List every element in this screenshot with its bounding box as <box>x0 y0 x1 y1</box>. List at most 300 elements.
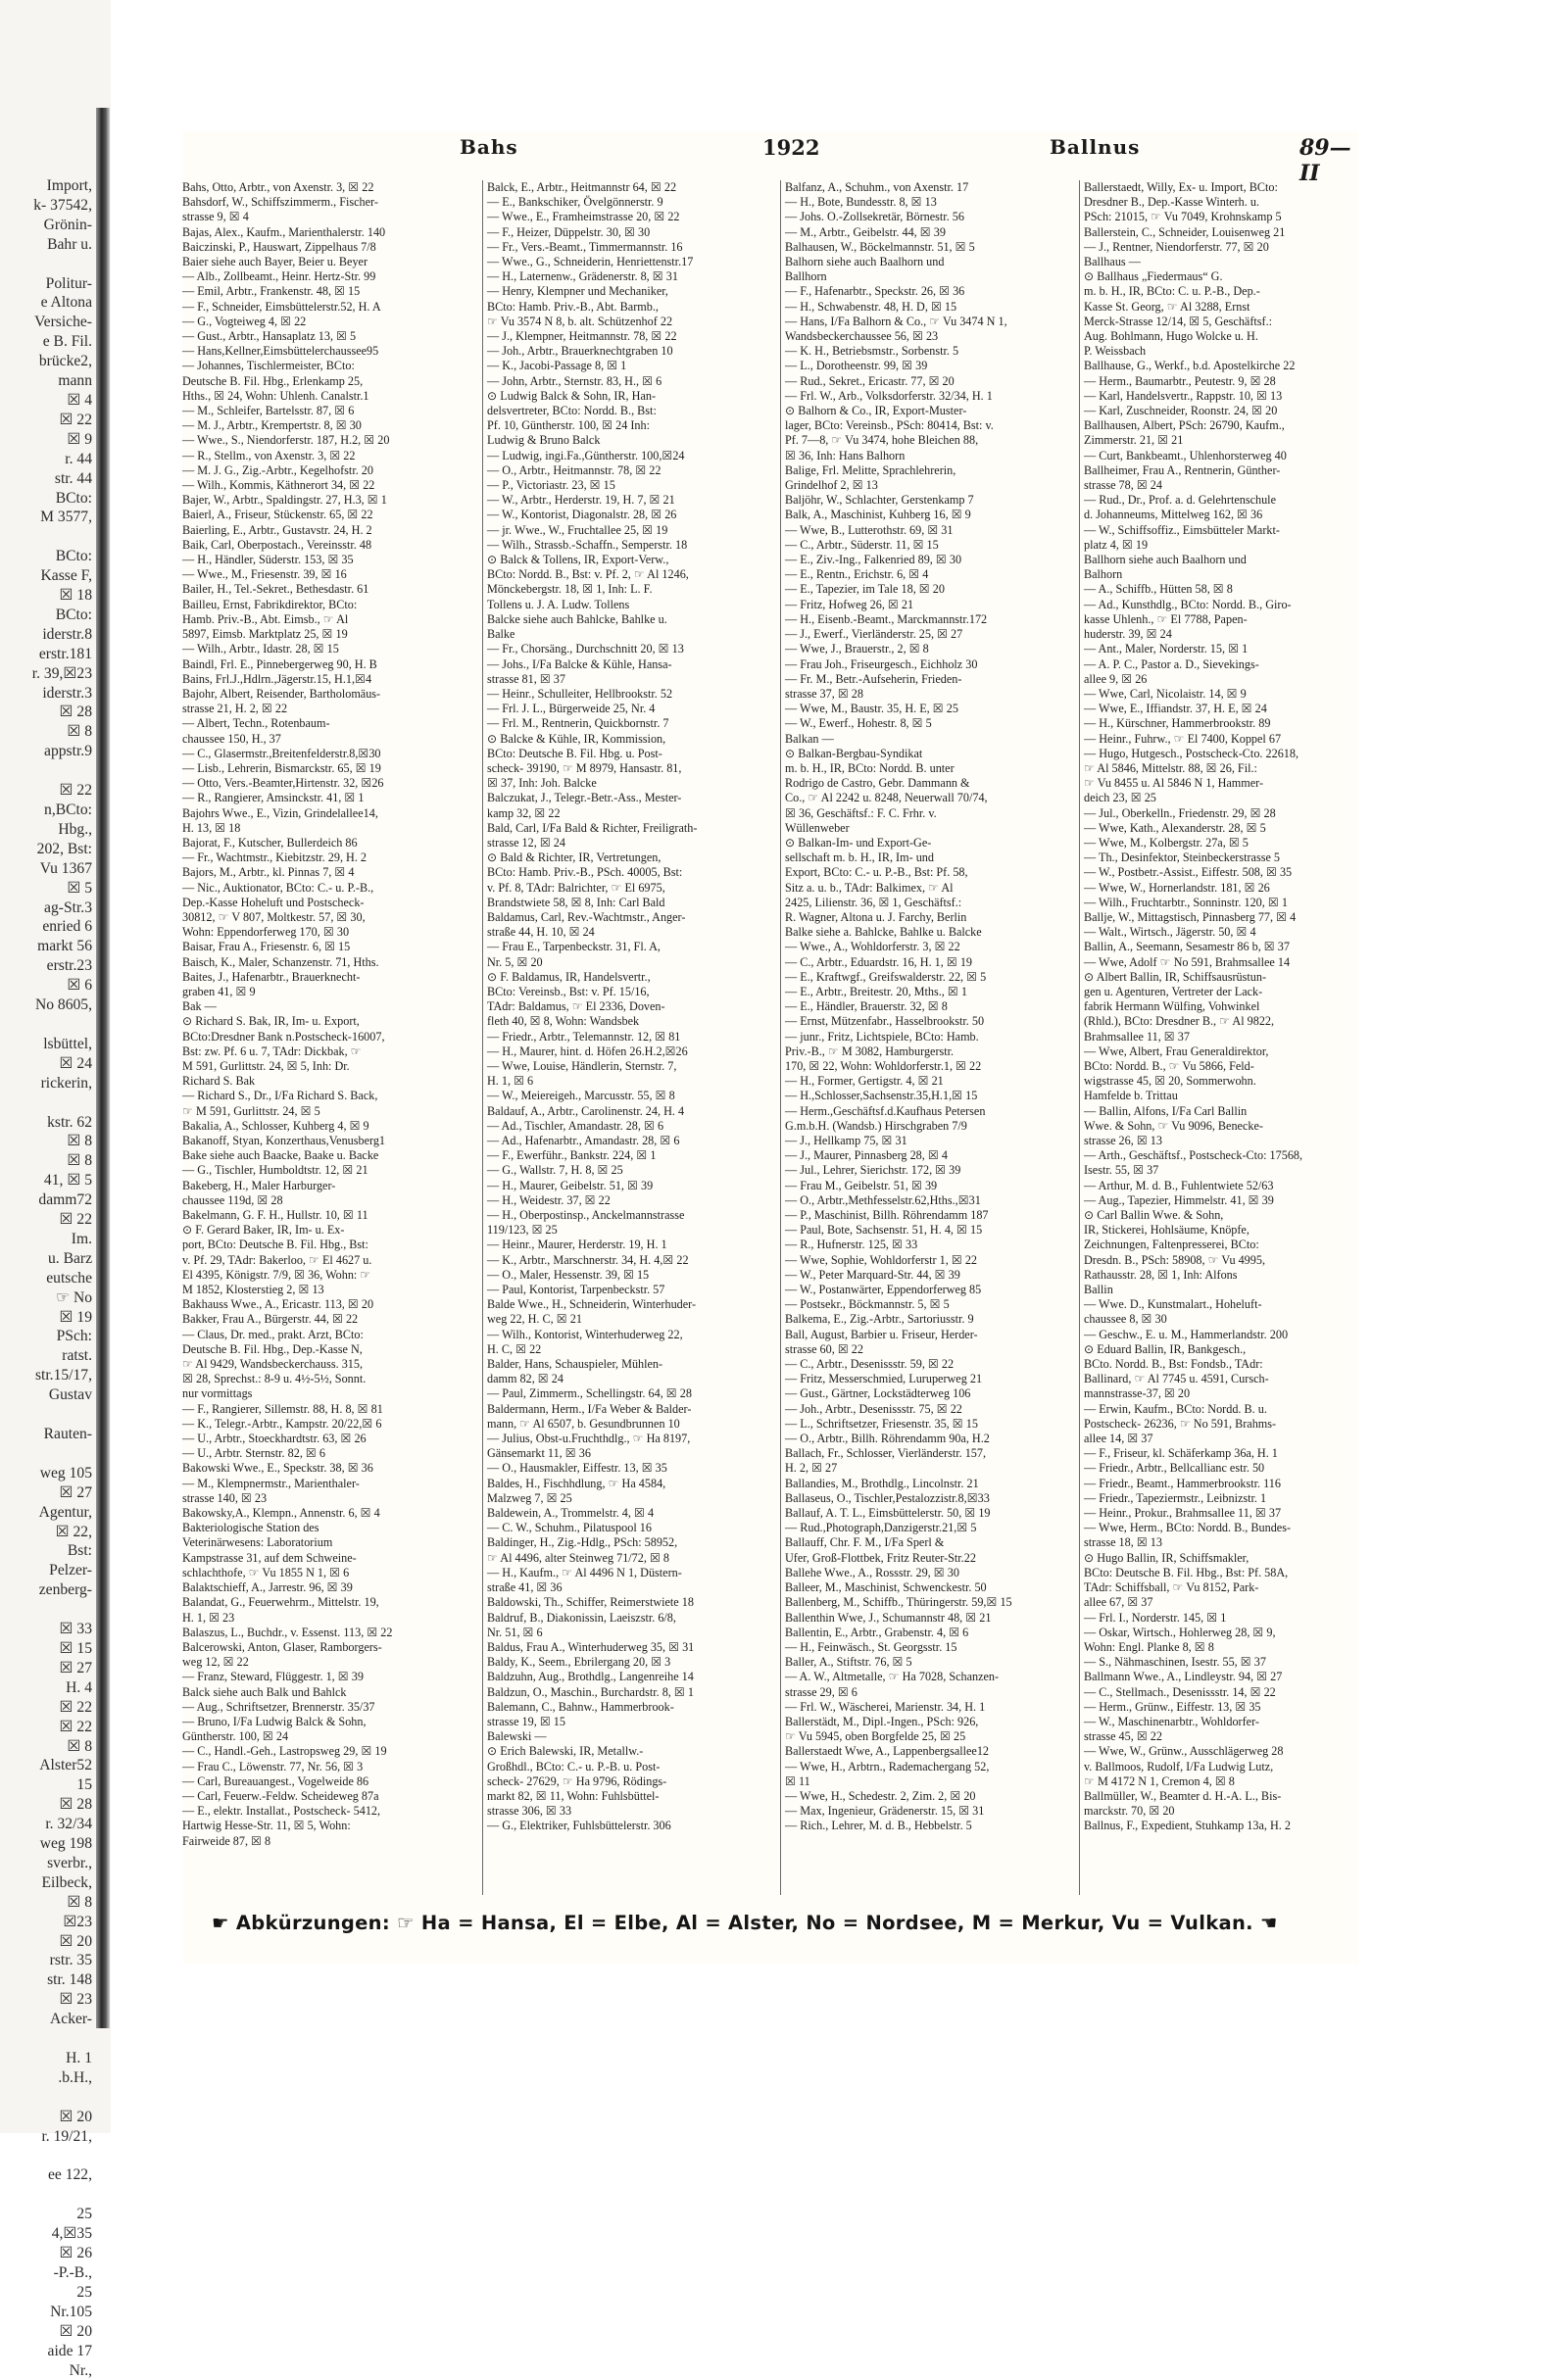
directory-entry-line: — Ad., Kunsthdlg., BCto: Nordd. B., Giro- <box>1084 598 1359 612</box>
directory-entry-line: — J., Hellkamp 75, ☒ 31 <box>785 1134 1073 1148</box>
previous-page-line: .b.H., <box>0 2068 96 2088</box>
directory-entry-line: Ballenberg, M., Schiffb., Thüringerstr. 59,☒ 15 <box>785 1595 1073 1610</box>
previous-page-line <box>0 1444 96 1464</box>
directory-entry-line: — Hugo, Hutgesch., Postscheck-Cto. 22618, <box>1084 747 1359 761</box>
previous-page-line: ag-Str.3 <box>0 899 96 918</box>
previous-page-line <box>0 1093 96 1113</box>
previous-page-line: ☒ 22 <box>0 1718 96 1737</box>
directory-entry-line: — Hans, I/Fa Balhorn & Co., ☞ Vu 3474 N 1, <box>785 315 1073 329</box>
directory-entry-line: Aug. Bohlmann, Hugo Wolcke u. H. <box>1084 329 1359 344</box>
directory-entry-line: allee 14, ☒ 37 <box>1084 1432 1359 1446</box>
directory-entry-line: ⊙ Balcke & Kühle, IR, Kommission, <box>487 732 775 747</box>
directory-entry-line: — O., Hausmakler, Eiffestr. 13, ☒ 35 <box>487 1461 775 1476</box>
directory-entry-line: — Max, Ingenieur, Grädenerstr. 15, ☒ 31 <box>785 1804 1073 1819</box>
directory-entry-line: — H.,Schlosser,Sachsenstr.35,H.1,☒ 15 <box>785 1089 1073 1103</box>
directory-entry-line: Merck-Strasse 12/14, ☒ 5, Geschäftsf.: <box>1084 315 1359 329</box>
directory-entry-line: — K., Telegr.-Arbtr., Kampstr. 20/22,☒ 6 <box>182 1417 474 1432</box>
directory-entry-line: Wohn: Eppendorferweg 170, ☒ 30 <box>182 925 474 940</box>
directory-entry-line: Bahsdorf, W., Schiffszimmerm., Fischer- <box>182 195 474 210</box>
directory-entry-line: Baites, J., Hafenarbtr., Brauerknecht- <box>182 970 474 985</box>
previous-page-line: Import, <box>0 176 96 196</box>
directory-entry-line: ⊙ Bald & Richter, IR, Vertretungen, <box>487 850 775 865</box>
previous-page-line: 25 <box>0 2283 96 2303</box>
directory-entry-line: — Claus, Dr. med., prakt. Arzt, BCto: <box>182 1328 474 1342</box>
directory-entry-line: (Rhld.), BCto: Dresdner B., ☞ Al 9822, <box>1084 1014 1359 1029</box>
directory-entry-line: — Wwe, B., Lutterothstr. 69, ☒ 31 <box>785 523 1073 538</box>
directory-entry-line: — Wwe, W., Hornerlandstr. 181, ☒ 26 <box>1084 881 1359 896</box>
directory-entry-line: — O., Arbtr.,Methfesselstr.62,Hths.,☒31 <box>785 1193 1073 1208</box>
directory-entry-line: — E., Arbtr., Breitestr. 20, Mths., ☒ 1 <box>785 985 1073 999</box>
directory-entry-line: fabrik Hermann Wülfing, Vohwinkel <box>1084 999 1359 1014</box>
directory-entry-line: kasse Uhlenh., ☞ El 7788, Papen- <box>1084 612 1359 627</box>
previous-page-line: M 3577, <box>0 508 96 527</box>
directory-entry-line: Baldus, Frau A., Winterhuderweg 35, ☒ 31 <box>487 1640 775 1655</box>
previous-page-line: Politur- <box>0 274 96 294</box>
previous-page-line: str.15/17, <box>0 1366 96 1385</box>
previous-page-line: enried 6 <box>0 917 96 937</box>
directory-entry-line: — Frl. I., Norderstr. 145, ☒ 1 <box>1084 1611 1359 1626</box>
directory-entry-line: — Ernst, Mützenfabr., Hasselbrookstr. 50 <box>785 1014 1073 1029</box>
directory-entry-line: — G., Wallstr. 7, H. 8, ☒ 25 <box>487 1163 775 1178</box>
directory-entry-line: — P., Victoriastr. 23, ☒ 15 <box>487 478 775 493</box>
directory-entry-line: Ballerstein, C., Schneider, Louisenweg 21 <box>1084 225 1359 240</box>
directory-entry-line: Balaktschieff, A., Jarrestr. 96, ☒ 39 <box>182 1580 474 1595</box>
directory-entry-line: — Fr., Chorsäng., Durchschnitt 20, ☒ 13 <box>487 642 775 656</box>
page-number: 89—II <box>1299 135 1358 186</box>
directory-entry-line: — Wwe, E., Iffiandstr. 37, H. E, ☒ 24 <box>1084 702 1359 716</box>
directory-entry-line: — Herm., Baumarbtr., Peutestr. 9, ☒ 28 <box>1084 374 1359 389</box>
directory-entry-line: — Albert, Techn., Rotenbaum- <box>182 716 474 731</box>
directory-entry-line: H. 1, ☒ 6 <box>487 1074 775 1089</box>
directory-entry-line: strasse 81, ☒ 37 <box>487 672 775 687</box>
previous-page-line: rstr. 35 <box>0 1951 96 1970</box>
directory-entry-line: Baldes, H., Fischhdlung, ☞ Ha 4584, <box>487 1477 775 1491</box>
directory-entry-line: mannstrasse-37, ☒ 20 <box>1084 1386 1359 1401</box>
previous-page-line: ☒ 20 <box>0 2108 96 2127</box>
previous-page-line: ☒ 20 <box>0 2322 96 2342</box>
directory-entry-line: Ballhaus — <box>1084 255 1359 269</box>
directory-entry-line: ⊙ F. Baldamus, IR, Handelsvertr., <box>487 970 775 985</box>
directory-entry-line: chaussee 150, H., 37 <box>182 732 474 747</box>
directory-entry-line: Balkan — <box>785 732 1073 747</box>
directory-entry-line: Baldowski, Th., Schiffer, Reimerstwiete 18 <box>487 1595 775 1610</box>
directory-entry-line: Baller, A., Stiftstr. 76, ☒ 5 <box>785 1655 1073 1670</box>
directory-entry-line: — H., Feinwäsch., St. Georgsstr. 15 <box>785 1640 1073 1655</box>
directory-entry-line: — Fr. M., Betr.-Aufseherin, Frieden- <box>785 672 1073 687</box>
directory-entry-line: wigstrasse 45, ☒ 20, Sommerwohn. <box>1084 1074 1359 1089</box>
directory-entry-line: strasse 60, ☒ 22 <box>785 1342 1073 1357</box>
directory-entry-line: Bakker, Frau A., Bürgerstr. 44, ☒ 22 <box>182 1312 474 1327</box>
previous-page-edge <box>0 0 111 2133</box>
directory-entry-line: — Aug., Tapezier, Himmelstr. 41, ☒ 39 <box>1084 1193 1359 1208</box>
directory-entry-line: — Arthur, M. d. B., Fuhlentwiete 52/63 <box>1084 1179 1359 1193</box>
directory-entry-line: Deutsche B. Fil. Hbg., Erlenkamp 25, <box>182 374 474 389</box>
page-header <box>182 131 1358 170</box>
directory-entry-line: ⊙ F. Gerard Baker, IR, Im- u. Ex- <box>182 1223 474 1238</box>
previous-page-line: Nr., <box>0 2361 96 2380</box>
previous-page-line: ☒ 27 <box>0 1483 96 1503</box>
directory-entry-line: — Ant., Maler, Norderstr. 15, ☒ 1 <box>1084 642 1359 656</box>
directory-entry-line: — Joh., Arbtr., Brauerknechtgraben 10 <box>487 344 775 359</box>
directory-entry-line: — Paul, Bote, Sachsenstr. 51, H. 4, ☒ 15 <box>785 1223 1073 1238</box>
directory-entry-line: ⊙ Hugo Ballin, IR, Schiffsmakler, <box>1084 1551 1359 1566</box>
directory-entry-line: — Rud., Sekret., Ericastr. 77, ☒ 20 <box>785 374 1073 389</box>
directory-entry-line: Baldzuhn, Aug., Brothdlg., Langenreihe 14 <box>487 1670 775 1684</box>
previous-page-line: ☒ 33 <box>0 1620 96 1639</box>
previous-page-line: damm72 <box>0 1190 96 1210</box>
directory-entry-line: Balcke siehe auch Bahlcke, Bahlke u. <box>487 612 775 627</box>
previous-page-line: BCto: <box>0 489 96 509</box>
directory-entry-line: ☞ Vu 8455 u. Al 5846 N 1, Hammer- <box>1084 776 1359 791</box>
previous-page-line: ☒ 19 <box>0 1308 96 1328</box>
previous-page-line: erstr.23 <box>0 956 96 976</box>
directory-entry-line: — Fritz, Hofweg 26, ☒ 21 <box>785 598 1073 612</box>
directory-entry-line: Bajohrs Wwe., E., Vizin, Grindelallee14, <box>182 806 474 821</box>
directory-entry-line: graben 41, ☒ 9 <box>182 985 474 999</box>
directory-entry-line: ⊙ Balkan-Im- und Export-Ge- <box>785 836 1073 850</box>
previous-page-line: u. Barz <box>0 1249 96 1269</box>
directory-entry-line: ☒ 36, Geschäftsf.: F. C. Frhr. v. <box>785 806 1073 821</box>
directory-entry-line: Postscheck- 26236, ☞ No 591, Brahms- <box>1084 1417 1359 1432</box>
directory-entry-line: — H., Maurer, Geibelstr. 51, ☒ 39 <box>487 1179 775 1193</box>
directory-entry-line: — K. H., Betriebsmstr., Sorbenstr. 5 <box>785 344 1073 359</box>
directory-entry-line: H. C, ☒ 22 <box>487 1342 775 1357</box>
directory-entry-line: El 4395, Königstr. 7/9, ☒ 36, Wohn: ☞ <box>182 1268 474 1283</box>
directory-entry-line: — Wilh., Kontorist, Winterhuderweg 22, <box>487 1328 775 1342</box>
previous-page-line: ☒ 8 <box>0 1132 96 1151</box>
directory-entry-line: Balck siehe auch Balk und Bahlck <box>182 1685 474 1700</box>
directory-entry-line: Ballauff, Chr. F. M., I/Fa Sperl & <box>785 1535 1073 1550</box>
directory-entry-line: strasse 21, H. 2, ☒ 22 <box>182 702 474 716</box>
directory-entry-line: strasse 19, ☒ 15 <box>487 1715 775 1729</box>
directory-entry-line: ☒ 37, Inh: Joh. Balcke <box>487 776 775 791</box>
previous-page-line: Rauten- <box>0 1425 96 1444</box>
directory-entry-line: Bajas, Alex., Kaufm., Marienthalerstr. 140 <box>182 225 474 240</box>
directory-entry-line: ☒ 11 <box>785 1774 1073 1789</box>
directory-column-4 <box>1079 180 1359 1895</box>
directory-entry-line: Mönckebergstr. 18, ☒ 1, Inh: L. F. <box>487 582 775 597</box>
directory-entry-line: Bald, Carl, I/Fa Bald & Richter, Freiligrath- <box>487 821 775 836</box>
directory-entry-line: — Herm.,Geschäftsf.d.Kaufhaus Petersen <box>785 1104 1073 1119</box>
directory-entry-line: — W., Schiffsoffiz., Eimsbütteler Markt- <box>1084 523 1359 538</box>
book-gutter <box>96 108 110 2028</box>
directory-entry-line: Brandstwiete 58, ☒ 8, Inh: Carl Bald <box>487 896 775 910</box>
previous-page-line: kstr. 62 <box>0 1113 96 1133</box>
directory-entry-line: — L., Schriftsetzer, Friesenstr. 35, ☒ 15 <box>785 1417 1073 1432</box>
directory-entry-line: Balhausen, W., Böckelmannstr. 51, ☒ 5 <box>785 240 1073 255</box>
directory-entry-line: — Karl, Handelsvertr., Rappstr. 10, ☒ 13 <box>1084 389 1359 404</box>
directory-entry-line: — E., Tapezier, im Tale 18, ☒ 20 <box>785 582 1073 597</box>
directory-entry-line: Baik, Carl, Oberpostach., Vereinsstr. 48 <box>182 538 474 553</box>
previous-page-line: ☒ 22 <box>0 1210 96 1230</box>
directory-entry-line: Balde Wwe., H., Schneiderin, Winterhuder- <box>487 1297 775 1312</box>
directory-entry-line: — H., Former, Gertigstr. 4, ☒ 21 <box>785 1074 1073 1089</box>
directory-entry-line: fleth 40, ☒ 8, Wohn: Wandsbek <box>487 1014 775 1029</box>
directory-entry-line: ☞ Al 9429, Wandsbeckerchauss. 315, <box>182 1357 474 1372</box>
directory-entry-line: strasse 29, ☒ 6 <box>785 1685 1073 1700</box>
directory-entry-line: Bailer, H., Tel.-Sekret., Bethesdastr. 61 <box>182 582 474 597</box>
directory-entry-line: strasse 18, ☒ 13 <box>1084 1535 1359 1550</box>
directory-entry-line: — Ballin, Alfons, I/Fa Carl Ballin <box>1084 1104 1359 1119</box>
directory-entry-line: — E., Bankschiker, Övelgönnerstr. 9 <box>487 195 775 210</box>
directory-entry-line: — H., Laternenw., Grädenerstr. 8, ☒ 31 <box>487 269 775 284</box>
directory-entry-line: IR, Stickerei, Hohlsäume, Knöpfe, <box>1084 1223 1359 1238</box>
previous-page-line: rickerin, <box>0 1074 96 1093</box>
previous-page-line: ☒ 24 <box>0 1054 96 1074</box>
directory-entry-line: — H., Schwabenstr. 48, H. D, ☒ 15 <box>785 300 1073 315</box>
directory-entry-line: — Rud.,Photograph,Danzigerstr.21,☒ 5 <box>785 1521 1073 1535</box>
previous-page-line: ☒ 23 <box>0 1990 96 2010</box>
previous-page-line: BCto: <box>0 547 96 566</box>
previous-page-line: iderstr.3 <box>0 684 96 704</box>
directory-entry-line: — Wwe, H., Arbtrn., Rademachergang 52, <box>785 1760 1073 1774</box>
directory-entry-line: Baiczinski, P., Hauswart, Zippelhaus 7/8 <box>182 240 474 255</box>
directory-entry-line: markt 82, ☒ 11, Wohn: Fuhlsbüttel- <box>487 1789 775 1804</box>
directory-entry-line: — O., Maler, Hessenstr. 39, ☒ 15 <box>487 1268 775 1283</box>
directory-entry-line: — C., Stellmach., Desenissstr. 14, ☒ 22 <box>1084 1685 1359 1700</box>
directory-entry-line: PSch: 21015, ☞ Vu 7049, Krohnskamp 5 <box>1084 210 1359 224</box>
directory-entry-line: BCto:Dresdner Bank n.Postscheck-16007, <box>182 1030 474 1044</box>
directory-entry-line: gen u. Agenturen, Vertreter der Lack- <box>1084 985 1359 999</box>
directory-column-1 <box>182 180 474 1895</box>
directory-entry-line: — Otto, Vers.-Beamter,Hirtenstr. 32, ☒26 <box>182 776 474 791</box>
directory-entry-line: Ballenthin Wwe, J., Schumannstr 48, ☒ 21 <box>785 1611 1073 1626</box>
previous-page-line: Nr.105 <box>0 2303 96 2322</box>
directory-entry-line: Wwe. & Sohn, ☞ Vu 9096, Benecke- <box>1084 1119 1359 1134</box>
directory-entry-line: — Heinr., Fuhrw., ☞ El 7400, Koppel 67 <box>1084 732 1359 747</box>
directory-entry-line: — Hans,Kellner,Eimsbüttelerchaussee95 <box>182 344 474 359</box>
previous-page-line: 4,☒35 <box>0 2224 96 2244</box>
previous-page-line <box>0 1600 96 1620</box>
directory-entry-line: Baindl, Frl. E., Pinnebergerweg 90, H. B <box>182 657 474 672</box>
directory-entry-line: Wandsbeckerchaussee 56, ☒ 23 <box>785 329 1073 344</box>
previous-page-line: iderstr.8 <box>0 625 96 645</box>
directory-entry-line: Veterinärwesens: Laboratorium <box>182 1535 474 1550</box>
directory-entry-line: — J., Klempner, Heitmannstr. 78, ☒ 22 <box>487 329 775 344</box>
directory-entry-line: ⊙ Ludwig Balck & Sohn, IR, Han- <box>487 389 775 404</box>
directory-entry-line: ⊙ Balkan-Bergbau-Syndikat <box>785 747 1073 761</box>
directory-entry-line: — Wwe., M., Friesenstr. 39, ☒ 16 <box>182 567 474 582</box>
directory-entry-line: 5897, Eimsb. Marktplatz 25, ☒ 19 <box>182 627 474 642</box>
previous-page-line: BCto: <box>0 606 96 625</box>
directory-entry-line: port, BCto: Deutsche B. Fil. Hbg., Bst: <box>182 1238 474 1252</box>
directory-entry-line: ⊙ Albert Ballin, IR, Schiffsausrüstun- <box>1084 970 1359 985</box>
previous-page-line: weg 198 <box>0 1834 96 1854</box>
previous-page-line: ☒ 9 <box>0 430 96 450</box>
previous-page-line <box>0 1015 96 1035</box>
header-first-entry: Bahs <box>460 135 518 159</box>
previous-page-line: Pelzer- <box>0 1561 96 1580</box>
directory-entry-line: Balder, Hans, Schauspieler, Mühlen- <box>487 1357 775 1372</box>
directory-entry-line: — Fr., Vers.-Beamt., Timmermannstr. 16 <box>487 240 775 255</box>
directory-entry-line: ☞ Al 4496, alter Steinweg 71/72, ☒ 8 <box>487 1551 775 1566</box>
directory-entry-line: Kampstrasse 31, auf dem Schweine- <box>182 1551 474 1566</box>
directory-entry-line: Dresdner B., Dep.-Kasse Winterh. u. <box>1084 195 1359 210</box>
directory-entry-line: — Fritz, Messerschmied, Luruperweg 21 <box>785 1372 1073 1386</box>
directory-entry-line: Pf. 7—8, ☞ Vu 3474, hohe Bleichen 88, <box>785 433 1073 448</box>
directory-entry-line: — Carl, Feuerw.-Feldw. Scheideweg 87a <box>182 1789 474 1804</box>
directory-entry-line: Ballerstaedt Wwe, A., Lappenbergsallee12 <box>785 1744 1073 1759</box>
directory-entry-line: — Wilh., Strassb.-Schaffn., Semperstr. 18 <box>487 538 775 553</box>
directory-entry-line: — Heinr., Prokur., Brahmsallee 11, ☒ 37 <box>1084 1506 1359 1521</box>
previous-page-line: ☒ 28 <box>0 1795 96 1815</box>
directory-entry-line: v. Pf. 29, TAdr: Bakerloo, ☞ El 4627 u. <box>182 1253 474 1268</box>
directory-column-3 <box>780 180 1073 1895</box>
directory-entry-line: Bakowski Wwe., E., Speckstr. 38, ☒ 36 <box>182 1461 474 1476</box>
directory-entry-line: Ballhorn <box>785 269 1073 284</box>
directory-entry-line: — H., Kürschner, Hammerbrookstr. 89 <box>1084 716 1359 731</box>
directory-entry-line: Bakalia, A., Schlosser, Kuhberg 4, ☒ 9 <box>182 1119 474 1134</box>
previous-page-line: mann <box>0 371 96 391</box>
previous-page-line: r. 39,☒23 <box>0 664 96 684</box>
directory-entry-line: Ballinard, ☞ Al 7745 u. 4591, Cursch- <box>1084 1372 1359 1386</box>
previous-page-line: r. 44 <box>0 450 96 469</box>
directory-entry-line: Bahs, Otto, Arbtr., von Axenstr. 3, ☒ 22 <box>182 180 474 195</box>
previous-page-line: ☒ 18 <box>0 586 96 606</box>
previous-page-line <box>0 761 96 781</box>
previous-page-line: 202, Bst: <box>0 840 96 859</box>
directory-entry-line: d. Johanneums, Mittelweg 162, ☒ 36 <box>1084 508 1359 522</box>
directory-entry-line: — Frau M., Geibelstr. 51, ☒ 39 <box>785 1179 1073 1193</box>
directory-entry-line: Balk, A., Maschinist, Kuhberg 16, ☒ 9 <box>785 508 1073 522</box>
directory-entry-line: H. 1, ☒ 23 <box>182 1611 474 1626</box>
directory-entry-line: — J., Ewerf., Vierländerstr. 25, ☒ 27 <box>785 627 1073 642</box>
directory-entry-line: — Wwe, M., Baustr. 35, H. E, ☒ 25 <box>785 702 1073 716</box>
previous-page-line: Agentur, <box>0 1503 96 1523</box>
directory-entry-line: Ballin, A., Seemann, Sesamestr 86 b, ☒ 37 <box>1084 940 1359 954</box>
directory-entry-line: ⊙ Ballhaus „Fiedermaus“ G. <box>1084 269 1359 284</box>
directory-entry-line: — C., Arbtr., Eduardstr. 16, H. 1, ☒ 19 <box>785 955 1073 970</box>
previous-page-line: appstr.9 <box>0 742 96 761</box>
directory-entry-line: — Paul, Zimmerm., Schellingstr. 64, ☒ 28 <box>487 1386 775 1401</box>
directory-entry-line: Baier siehe auch Bayer, Beier u. Beyer <box>182 255 474 269</box>
directory-entry-line: ☞ Vu 5945, oben Borgfelde 25, ☒ 25 <box>785 1729 1073 1744</box>
previous-page-line: Bahr u. <box>0 235 96 255</box>
directory-entry-line: — Frau Joh., Friseurgesch., Eichholz 30 <box>785 657 1073 672</box>
directory-entry-line: Balhorn siehe auch Baalhorn und <box>785 255 1073 269</box>
directory-entry-line: — Postsekr., Böckmannstr. 5, ☒ 5 <box>785 1297 1073 1312</box>
directory-entry-line: BCto: Nordd. B., Bst: v. Pf. 2, ☞ Al 1246, <box>487 567 775 582</box>
directory-entry-line: — J., Rentner, Niendorferstr. 77, ☒ 20 <box>1084 240 1359 255</box>
directory-entry-line: — Wwe, Kath., Alexanderstr. 28, ☒ 5 <box>1084 821 1359 836</box>
directory-entry-line: — O., Arbtr., Heitmannstr. 78, ☒ 22 <box>487 463 775 478</box>
directory-entry-line: — Th., Desinfektor, Steinbeckerstrasse 5 <box>1084 850 1359 865</box>
directory-entry-line: Bakhauss Wwe., A., Ericastr. 113, ☒ 20 <box>182 1297 474 1312</box>
directory-entry-line: — Frau E., Tarpenbeckstr. 31, Fl. A, <box>487 940 775 954</box>
directory-entry-line: v. Ballmoos, Rudolf, I/Fa Ludwig Lutz, <box>1084 1760 1359 1774</box>
directory-entry-line: Bajohr, Albert, Reisender, Bartholomäus- <box>182 687 474 702</box>
directory-entry-line: — S., Nähmaschinen, Isestr. 55, ☒ 37 <box>1084 1655 1359 1670</box>
directory-entry-line: — G., Tischler, Humboldtstr. 12, ☒ 21 <box>182 1163 474 1178</box>
directory-entry-line: — H., Händler, Süderstr. 153, ☒ 35 <box>182 553 474 567</box>
directory-entry-line: Ballerstädt, M., Dipl.-Ingen., PSch: 926, <box>785 1715 1073 1729</box>
previous-page-line: ☒ 22 <box>0 411 96 430</box>
directory-entry-line: — M. J. G., Zig.-Arbtr., Kegelhofstr. 20 <box>182 463 474 478</box>
previous-page-line: Vu 1367 <box>0 859 96 879</box>
directory-entry-line: ⊙ Balck & Tollens, IR, Export-Verw., <box>487 553 775 567</box>
directory-entry-line: Ballin <box>1084 1283 1359 1297</box>
directory-entry-line: Ballandies, M., Brothdlg., Lincolnstr. 21 <box>785 1477 1073 1491</box>
directory-entry-line: Balczukat, J., Telegr.-Betr.-Ass., Mester- <box>487 791 775 805</box>
directory-entry-line: — U., Arbtr., Stoeckhardtstr. 63, ☒ 26 <box>182 1432 474 1446</box>
directory-entry-line: Bak — <box>182 999 474 1014</box>
directory-entry-line: — A. W., Altmetalle, ☞ Ha 7028, Schanzen- <box>785 1670 1073 1684</box>
directory-entry-line: — E., Händler, Brauerstr. 32, ☒ 8 <box>785 999 1073 1014</box>
previous-page-line <box>0 2185 96 2205</box>
directory-entry-line: Hamfelde b. Trittau <box>1084 1089 1359 1103</box>
directory-entry-line: Ufer, Groß-Flottbek, Fritz Reuter-Str.22 <box>785 1551 1073 1566</box>
directory-entry-line: — Wwe, Carl, Nicolaistr. 14, ☒ 9 <box>1084 687 1359 702</box>
directory-entry-line: P. Weissbach <box>1084 344 1359 359</box>
directory-entry-line: v. Pf. 8, TAdr: Balrichter, ☞ El 6975, <box>487 881 775 896</box>
directory-entry-line: — W., Postbetr.-Assist., Eiffestr. 508, ☒ 35 <box>1084 865 1359 880</box>
directory-entry-line: sellschaft m. b. H., IR, Im- und <box>785 850 1073 865</box>
previous-page-line: Eilbeck, <box>0 1873 96 1893</box>
previous-page-line <box>0 2088 96 2108</box>
directory-entry-line: ⊙ Erich Balewski, IR, Metallw.- <box>487 1744 775 1759</box>
directory-entry-line: Deutsche B. Fil. Hbg., Dep.-Kasse N, <box>182 1342 474 1357</box>
directory-entry-line: — Ludwig, ingi.Fa.,Güntherstr. 100,☒24 <box>487 449 775 463</box>
directory-entry-line: — Carl, Bureauangest., Vogelweide 86 <box>182 1774 474 1789</box>
previous-page-line: ☒ 6 <box>0 976 96 996</box>
directory-entry-line: — Johs. O.-Zollsekretär, Börnestr. 56 <box>785 210 1073 224</box>
previous-page-line: Kasse F, <box>0 566 96 586</box>
directory-entry-line: Baldewein, A., Trommelstr. 4, ☒ 4 <box>487 1506 775 1521</box>
directory-entry-line: allee 9, ☒ 26 <box>1084 672 1359 687</box>
directory-entry-line: — Friedr., Beamt., Hammerbrookstr. 116 <box>1084 1477 1359 1491</box>
directory-entry-line: Bains, Frl.J.,Hdlrn.,Jägerstr.15, H.1,☒4 <box>182 672 474 687</box>
directory-entry-line: Malzweg 7, ☒ 25 <box>487 1491 775 1506</box>
directory-entry-line: Pf. 10, Güntherstr. 100, ☒ 24 Inh: <box>487 418 775 433</box>
directory-entry-line: — F., Heizer, Düppelstr. 30, ☒ 30 <box>487 225 775 240</box>
directory-entry-line: Balaszus, L., Buchdr., v. Essenst. 113, ☒ 22 <box>182 1626 474 1640</box>
previous-page-line: e B. Fil. <box>0 332 96 352</box>
directory-entry-line: — Frl. M., Rentnerin, Quickbornstr. 7 <box>487 716 775 731</box>
previous-page-line: Alster52 <box>0 1756 96 1775</box>
directory-entry-line: ⊙ Richard S. Bak, IR, Im- u. Export, <box>182 1014 474 1029</box>
previous-page-line: ☒ 4 <box>0 391 96 411</box>
directory-entry-line: Bakowsky,A., Klempn., Annenstr. 6, ☒ 4 <box>182 1506 474 1521</box>
directory-entry-line: — Paul, Kontorist, Tarpenbeckstr. 57 <box>487 1283 775 1297</box>
directory-entry-line: — Wilh., Arbtr., Idastr. 28, ☒ 15 <box>182 642 474 656</box>
previous-page-line: Hbg., <box>0 820 96 840</box>
directory-entry-line: — Julius, Obst-u.Fruchthdlg., ☞ Ha 8197, <box>487 1432 775 1446</box>
directory-entry-line: — Arth., Geschäftsf., Postscheck-Cto: 17568, <box>1084 1148 1359 1163</box>
directory-entry-line: — R., Stellm., von Axenstr. 3, ☒ 22 <box>182 449 474 463</box>
directory-entry-line: BCto. Nordd. B., Bst: Fondsb., TAdr: <box>1084 1357 1359 1372</box>
header-last-entry: Ballnus <box>1050 135 1140 159</box>
directory-entry-line: deich 23, ☒ 25 <box>1084 791 1359 805</box>
directory-entry-line: Bailleu, Ernst, Fabrikdirektor, BCto: <box>182 598 474 612</box>
previous-page-line: 41, ☒ 5 <box>0 1171 96 1190</box>
directory-entry-line: Zeichnungen, Faltenpresserei, BCto: <box>1084 1238 1359 1252</box>
directory-entry-line: — Curt, Bankbeamt., Uhlenhorsterweg 40 <box>1084 449 1359 463</box>
directory-entry-line: — H., Kaufm., ☞ Al 4496 N 1, Düstern- <box>487 1566 775 1580</box>
previous-page-text <box>0 176 96 1960</box>
directory-entry-line: Rodrigo de Castro, Gebr. Dammann & <box>785 776 1073 791</box>
previous-page-line: Im. <box>0 1230 96 1249</box>
previous-page-line <box>0 2147 96 2166</box>
directory-entry-line: Baierl, A., Friseur, Stückenstr. 65, ☒ 22 <box>182 508 474 522</box>
previous-page-line: aide 17 <box>0 2342 96 2361</box>
directory-entry-line: — Ad., Tischler, Amandastr. 28, ☒ 6 <box>487 1119 775 1134</box>
directory-entry-line: Bakteriologische Station des <box>182 1521 474 1535</box>
directory-entry-line: — Johs., I/Fa Balcke & Kühle, Hansa- <box>487 657 775 672</box>
previous-page-line: weg 105 <box>0 1464 96 1483</box>
directory-entry-line: Bakeberg, H., Maler Harburger- <box>182 1179 474 1193</box>
directory-entry-line: — Wilh., Kommis, Käthnerort 34, ☒ 22 <box>182 478 474 493</box>
directory-entry-line: ⊙ Carl Ballin Wwe. & Sohn, <box>1084 1208 1359 1223</box>
